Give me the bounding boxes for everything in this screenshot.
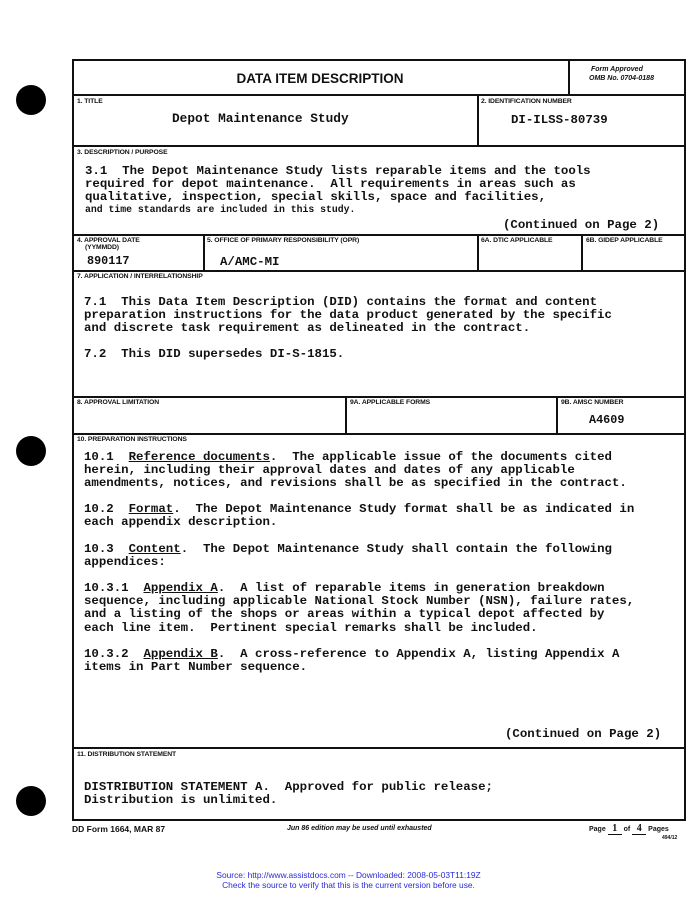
para-text: . A list of reparable items in generation breakdown	[217, 581, 605, 595]
distribution-text	[84, 781, 493, 807]
form-code: 494/12	[662, 835, 678, 841]
form-approved-label: Form Approved	[591, 66, 643, 73]
block10-label: 10. PREPARATION INSTRUCTIONS	[77, 436, 187, 443]
para-text: herein, including their approval dates and dates of any applicable	[84, 463, 575, 478]
para-text: . The Depot Maintenance Study format shall be as indicated in	[173, 502, 635, 516]
page-word: Page	[589, 826, 606, 833]
continued-note-block3: (Continued on Page 2)	[503, 218, 660, 232]
source-note	[0, 871, 697, 890]
instruction-10-1	[84, 451, 627, 491]
punch-hole-middle	[16, 436, 46, 466]
amsc-number: A4609	[589, 413, 625, 427]
punch-hole-top	[16, 85, 46, 115]
punch-hole-bottom	[16, 786, 46, 816]
supersedes-line: 7.2 This DID supersedes DI-S-1815.	[84, 347, 345, 361]
application-line: preparation instructions for the data product generated by the specific	[84, 308, 612, 323]
page-total: 4	[632, 823, 646, 835]
edition-note: Jun 86 edition may be used until exhausted	[287, 825, 432, 832]
application-text	[84, 296, 612, 336]
para-text: appendices:	[84, 555, 166, 570]
block6b-label: 6B. GIDEP APPLICABLE	[586, 237, 663, 244]
block7-label: 7. APPLICATION / INTERRELATIONSHIP	[77, 273, 203, 280]
application-line: and discrete task requirement as delineated in the contract.	[84, 321, 531, 336]
form-id: DD Form 1664, MAR 87	[72, 824, 166, 834]
para-number: 10.1	[84, 450, 114, 464]
para-text: and a listing of the shops or areas within a typical depot affected by	[84, 607, 605, 622]
block5-label: 5. OFFICE OF PRIMARY RESPONSIBILITY (OPR)	[207, 237, 360, 244]
title-value: Depot Maintenance Study	[172, 111, 349, 126]
continued-note-block10: (Continued on Page 2)	[505, 727, 662, 741]
approval-date: 890117	[87, 254, 130, 268]
para-number: 10.2	[84, 502, 114, 516]
of-word: of	[623, 826, 631, 833]
opr-value: A/AMC-MI	[220, 255, 280, 269]
para-text: sequence, including applicable National Stock Number (NSN), failure rates,	[84, 594, 635, 609]
instruction-10-3-1	[84, 582, 634, 635]
para-heading: Content	[128, 542, 181, 556]
para-text: . The Depot Maintenance Study shall contain the following	[180, 542, 612, 556]
instruction-10-3-2	[84, 648, 619, 674]
para-text: each appendix description.	[84, 515, 278, 530]
description-line: 3.1 The Depot Maintenance Study lists reparable items and the tools	[85, 164, 591, 178]
block9b-label: 9B. AMSC NUMBER	[561, 399, 624, 406]
para-text: . A cross-reference to Appendix A, listing Appendix A	[217, 647, 620, 661]
page-indicator	[589, 823, 669, 835]
para-number: 10.3	[84, 542, 114, 556]
identification-number: DI-ILSS-80739	[511, 113, 608, 127]
block8-label: 8. APPROVAL LIMITATION	[77, 399, 160, 406]
para-text: each line item. Pertinent special remarks shall be included.	[84, 620, 538, 635]
para-number: 10.3.1	[84, 581, 129, 595]
para-heading: Appendix A	[143, 581, 218, 595]
para-number: 10.3.2	[84, 647, 129, 661]
pages-word: Pages	[648, 826, 669, 833]
para-text: items in Part Number sequence.	[84, 660, 308, 675]
distribution-line: Distribution is unlimited.	[84, 793, 278, 808]
block3-label: 3. DESCRIPTION / PURPOSE	[77, 149, 168, 156]
source-line-2: Check the source to verify that this is the current version before use.	[222, 879, 475, 890]
description-text	[85, 165, 591, 205]
omb-number: OMB No. 0704-0188	[589, 75, 654, 82]
block11-label: 11. DISTRIBUTION STATEMENT	[77, 751, 177, 758]
para-heading: Appendix B	[143, 647, 218, 661]
block9a-label: 9A. APPLICABLE FORMS	[350, 399, 431, 406]
block6a-label: 6A. DTIC APPLICABLE	[481, 237, 553, 244]
instruction-10-2	[84, 503, 634, 529]
application-line: 7.1 This Data Item Description (DID) contains the format and content	[84, 295, 598, 309]
description-line: required for depot maintenance. All requirements in areas such as	[85, 177, 576, 192]
page-number: 1	[608, 823, 622, 835]
para-heading: Reference documents	[128, 450, 270, 464]
para-text: . The applicable issue of the documents cited	[269, 450, 612, 464]
para-heading: Format	[128, 502, 174, 516]
description-line: qualitative, inspection, special skills, space and facilities,	[85, 190, 547, 205]
source-line-1: Source: http://www.assistdocs.com -- Downloaded: 2008-05-03T11:19Z	[216, 870, 481, 880]
block4-sublabel: (YYMMDD)	[85, 244, 119, 251]
distribution-line: DISTRIBUTION STATEMENT A. Approved for public release;	[84, 780, 493, 794]
para-text: amendments, notices, and revisions shall be as specified in the contract.	[84, 476, 627, 491]
block2-label: 2. IDENTIFICATION NUMBER	[481, 98, 572, 105]
form-title: DATA ITEM DESCRIPTION	[236, 71, 404, 86]
block1-label: 1. TITLE	[77, 98, 103, 105]
description-small-line: and time standards are included in this study.	[85, 204, 356, 215]
block4-label: 4. APPROVAL DATE	[77, 237, 140, 244]
instruction-10-3	[84, 543, 612, 569]
